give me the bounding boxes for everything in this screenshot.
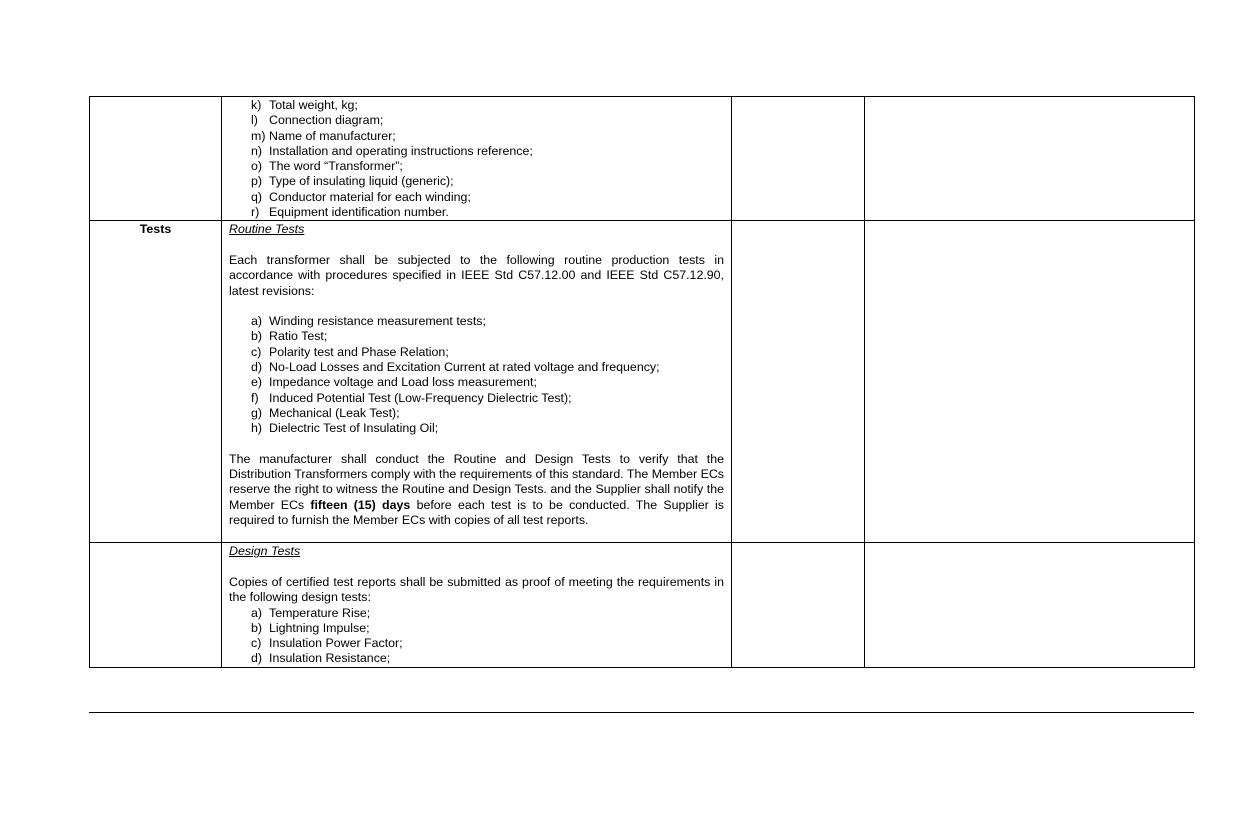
list-item [251, 159, 724, 174]
list-item [251, 329, 724, 344]
closing-text-bold: fifteen (15) days [310, 497, 411, 512]
remarks-cell [865, 221, 1195, 543]
content-cell [222, 97, 732, 221]
list-item [251, 190, 724, 205]
list-item-text: Insulation Resistance; [269, 651, 391, 666]
closing-text-before: The manufacturer shall conduct the Routine and Design Tests to verify that the Distribution Transformers comply with the requirements of this standard. The Member ECs reserve the right to witness the Routine and Design Tests. and the Supplier shall notify the Member ECs [229, 451, 724, 512]
list-item-text: Induced Potential Test (Low-Frequency Dielectric Test); [269, 390, 572, 405]
list-item-text: The word “Transformer”; [269, 159, 403, 174]
list-marker: q) [251, 189, 263, 204]
list-marker: o) [251, 159, 263, 174]
list-marker: l) [251, 113, 258, 128]
list-marker: a) [251, 605, 263, 620]
list-marker: a) [251, 314, 263, 329]
list-item-text: Lightning Impulse; [269, 620, 370, 635]
list-item [251, 621, 724, 636]
list-item [251, 636, 724, 651]
design-tests-heading: Design Tests [229, 544, 301, 559]
list-marker: d) [251, 360, 263, 375]
closing-text-after: before each test is to be conducted. The Supplier is required to furnish the Member ECs with copies of all test reports. [229, 497, 724, 528]
list-item-text: Insulation Power Factor; [269, 636, 403, 651]
label-cell [90, 97, 222, 221]
list-item [251, 406, 724, 421]
list-item [251, 360, 724, 375]
design-tests-intro: Copies of certified test reports shall be submitted as proof of meeting the requirements in the following design tests: [229, 574, 724, 605]
routine-tests-heading: Routine Tests [229, 222, 305, 237]
list-marker: c) [251, 344, 262, 359]
design-tests-list [229, 606, 724, 667]
table-row [90, 221, 1195, 543]
list-marker: k) [251, 98, 262, 112]
list-item [251, 375, 724, 390]
list-item-text: Dielectric Test of Insulating Oil; [269, 421, 439, 436]
list-item [251, 205, 724, 220]
list-item-text: Type of insulating liquid (generic); [269, 174, 454, 189]
list-item-text: Conductor material for each winding; [269, 189, 471, 204]
list-item-text: Temperature Rise; [269, 605, 371, 620]
footer-divider [89, 712, 1194, 713]
list-item [251, 113, 724, 128]
list-item-text: Mechanical (Leak Test); [269, 405, 400, 420]
compliance-cell [732, 221, 865, 543]
routine-tests-list [229, 314, 724, 436]
remarks-cell [865, 543, 1195, 667]
list-marker: b) [251, 620, 263, 635]
routine-tests-closing [229, 452, 724, 528]
list-item [251, 98, 724, 113]
list-item-text: Impedance voltage and Load loss measurement; [269, 375, 537, 390]
compliance-cell [732, 97, 865, 221]
nameplate-list [229, 98, 724, 220]
routine-tests-intro: Each transformer shall be subjected to the following routine production tests in accordance with procedures specified in IEEE Std C57.12.00 and IEEE Std C57.12.90, latest revisions: [229, 252, 724, 298]
list-item-text: Polarity test and Phase Relation; [269, 344, 449, 359]
list-item [251, 174, 724, 189]
list-item-text: No-Load Losses and Excitation Current at rated voltage and frequency; [269, 360, 660, 375]
compliance-cell [732, 543, 865, 667]
list-item [251, 651, 724, 666]
list-item [251, 314, 724, 329]
label-cell [90, 543, 222, 667]
list-item [251, 129, 724, 144]
list-item-text: Winding resistance measurement tests; [269, 314, 486, 329]
list-marker: n) [251, 143, 263, 158]
list-marker: p) [251, 174, 263, 189]
list-item [251, 391, 724, 406]
list-marker: r) [251, 205, 260, 220]
list-item-text: Equipment identification number. [269, 205, 449, 220]
remarks-cell [865, 97, 1195, 221]
list-item-text: Ratio Test; [269, 329, 328, 344]
list-item-text: Installation and operating instructions reference; [269, 143, 533, 158]
specification-table [89, 96, 1195, 668]
content-cell [222, 543, 732, 667]
list-marker: f) [251, 390, 259, 405]
list-marker: g) [251, 405, 263, 420]
list-marker: b) [251, 329, 263, 344]
list-marker: m) [251, 128, 266, 143]
list-item-text: Connection diagram; [269, 113, 384, 128]
list-item [251, 421, 724, 436]
table-row [90, 97, 1195, 221]
list-item-text: Total weight, kg; [269, 98, 358, 112]
list-item [251, 345, 724, 360]
table-row [90, 543, 1195, 667]
list-marker: h) [251, 421, 263, 436]
list-item-text: Name of manufacturer; [269, 128, 396, 143]
list-marker: d) [251, 651, 263, 666]
list-marker: e) [251, 375, 263, 390]
content-cell [222, 221, 732, 543]
list-marker: c) [251, 636, 262, 651]
tests-label: Tests [90, 221, 222, 543]
list-item [251, 606, 724, 621]
list-item [251, 144, 724, 159]
